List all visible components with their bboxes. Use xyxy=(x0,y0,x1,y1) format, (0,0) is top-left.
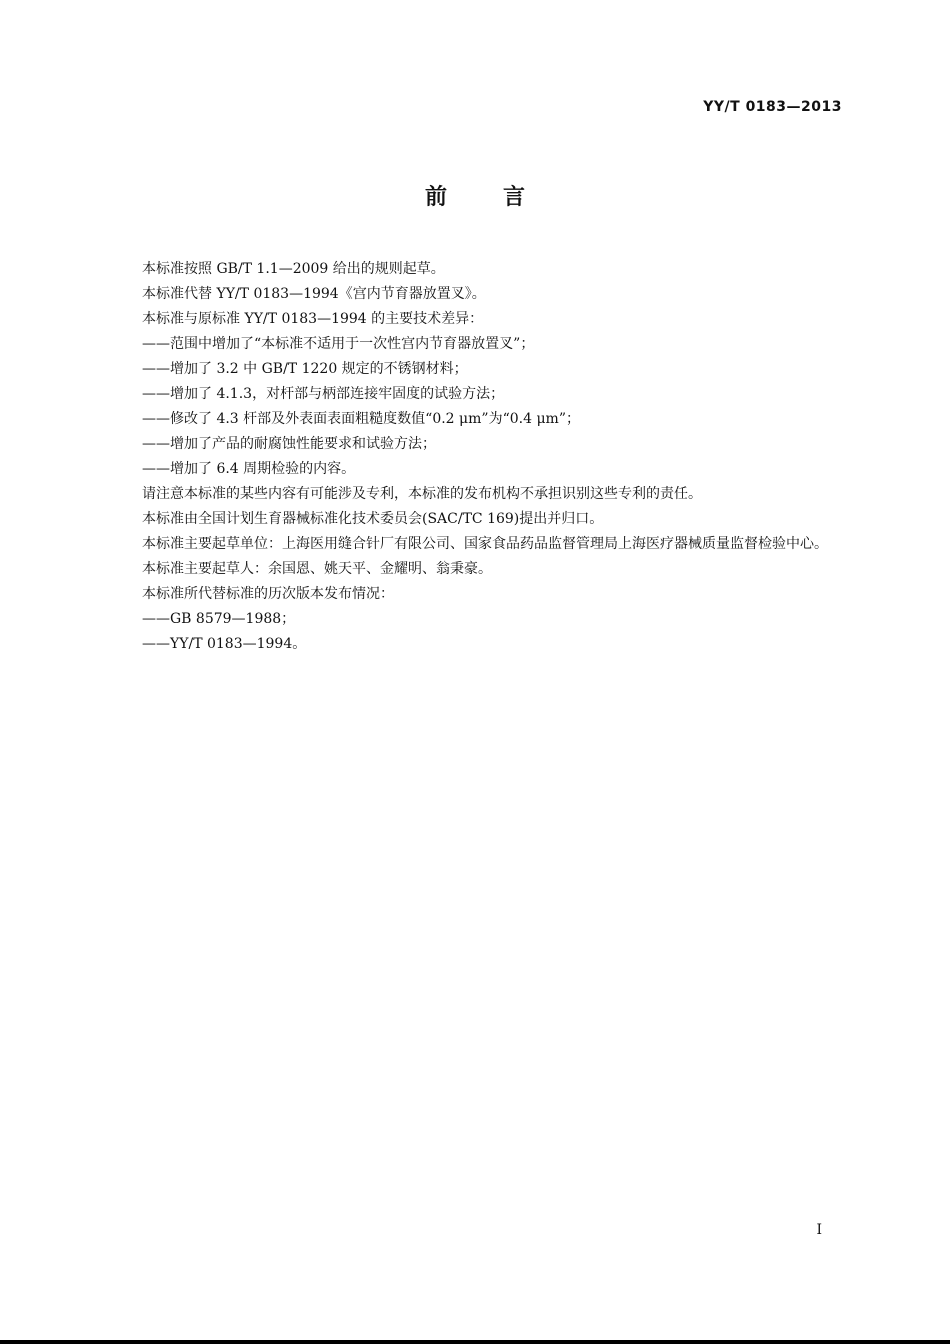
paragraph-differences-intro: 本标准与原标准 YY/T 0183—1994 的主要技术差异： xyxy=(142,311,484,327)
paragraph-drafters: 本标准主要起草人：余国恩、姚天平、金耀明、翁秉豪。 xyxy=(142,561,492,577)
page-title: 前言 xyxy=(424,185,581,210)
paragraph-drafting-units: 本标准主要起草单位：上海医用缝合针厂有限公司、国家食品药品监督管理局上海医疗器械质量监督检验中心。 xyxy=(142,536,828,552)
list-item-difference: ——范围中增加了“本标准不适用于一次性宫内节育器放置叉”； xyxy=(142,336,535,352)
bottom-border xyxy=(0,1340,950,1344)
foreword-body xyxy=(108,257,844,657)
list-item-history: ——GB 8579—1988； xyxy=(142,611,296,627)
list-item-difference: ——增加了 6.4 周期检验的内容。 xyxy=(142,461,356,477)
paragraph-history-intro: 本标准所代替标准的历次版本发布情况： xyxy=(142,586,394,602)
standard-code: YY/T 0183—2013 xyxy=(703,99,842,115)
list-item-difference: ——增加了 3.2 中 GB/T 1220 规定的不锈钢材料； xyxy=(142,361,468,377)
paragraph-drafting-rules: 本标准按照 GB/T 1.1—2009 给出的规则起草。 xyxy=(142,261,445,277)
list-item-difference: ——增加了产品的耐腐蚀性能要求和试验方法； xyxy=(142,436,436,452)
paragraph-patent-notice: 请注意本标准的某些内容有可能涉及专利，本标准的发布机构不承担识别这些专利的责任。 xyxy=(142,486,702,502)
page-number: I xyxy=(816,1222,822,1238)
list-item-difference: ——增加了 4.1.3，对杆部与柄部连接牢固度的试验方法； xyxy=(142,386,505,402)
list-item-difference: ——修改了 4.3 杆部及外表面表面粗糙度数值“0.2 μm”为“0.4 μm”； xyxy=(142,411,580,427)
paragraph-proposed-by: 本标准由全国计划生育器械标准化技术委员会(SAC/TC 169)提出并归口。 xyxy=(142,511,604,527)
list-item-history: ——YY/T 0183—1994。 xyxy=(142,636,307,652)
paragraph-replaces: 本标准代替 YY/T 0183—1994《宫内节育器放置叉》。 xyxy=(142,286,486,302)
